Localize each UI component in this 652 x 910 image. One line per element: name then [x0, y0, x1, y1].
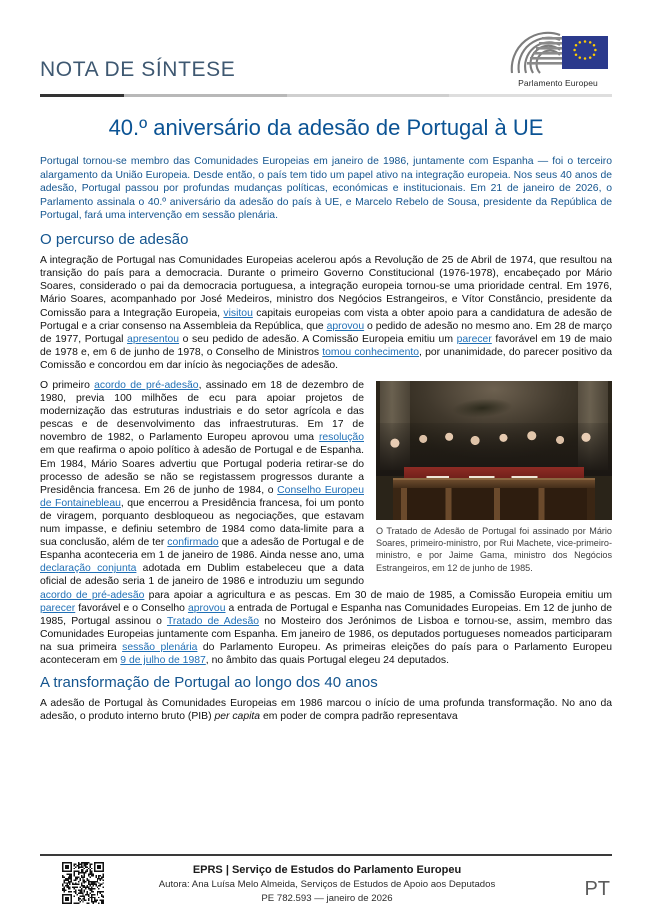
paragraph-p1	[40, 254, 612, 372]
section-heading-percurso: O percurso de adesão	[40, 231, 189, 249]
inline-link[interactable]: declaração conjunta	[40, 563, 137, 575]
figure-treaty-signing	[376, 381, 612, 574]
body-text: capitais europeias com vista a obter apoio para a candidatura de adesão de Portugal e a criar consenso na Assembleia da República, que	[40, 307, 612, 332]
inline-link[interactable]: resolução	[318, 432, 364, 444]
body-text: favorável e o Conselho	[75, 602, 188, 614]
masthead-title: NOTA DE SÍNTESE	[40, 58, 236, 81]
footer-divider	[40, 854, 612, 856]
divider-segment-light	[287, 94, 450, 97]
body-text: para apoiar a agricultura e as pescas. Em 30 de maio de 1985, a Comissão Europeia emitiu um	[144, 589, 612, 601]
footer-author: Autora: Ana Luísa Melo Almeida, Serviços de Estudos de Apoio aos Deputados	[158, 879, 496, 890]
ep-hemicycle-icon	[504, 31, 612, 75]
inline-link[interactable]: aprovou	[326, 320, 365, 332]
inline-link[interactable]: Conselho Europeu de Fontainebleau	[40, 484, 364, 509]
footer-inner	[40, 862, 612, 906]
body-text: do Parlamento Europeu. As primeiras eleições do país para o Parlamento Europeu aconteceram em	[40, 641, 612, 666]
body-text: , assinado em 18 de dezembro de 1980, previa 100 milhões de ecu para apoiar projetos de modernização das estruturas industriais e do setor agrícola e das pescas e de desenvolvimento das infraestruturas. Em 17 de novembro de 1982, o Parlamento Europeu aprovou uma	[40, 380, 364, 444]
divider-segment-mid	[124, 94, 287, 97]
header-divider	[40, 94, 612, 97]
section-heading-transformacao: A transformação de Portugal ao longo dos 40 anos	[40, 674, 378, 692]
inline-link[interactable]: parecer	[456, 333, 492, 345]
lead-paragraph: Portugal tornou-se membro das Comunidades Europeias em janeiro de 1986, juntamente com Espanha — foi o terceiro alargamento da União Europeia. Desde então, o país tem tido um papel ativo na integração europeia. Nos seus 40 anos de adesão, Portugal passou por profundas mudanças políticas, económicas e institucionais. Em 21 de janeiro de 2026, o Parlamento assinala o 40.º aniversário da adesão do país à UE, e Marcelo Rebelo de Sousa, presidente da República de Portugal, fará uma intervenção em sessão plenária.	[40, 156, 612, 222]
divider-segment-pale	[449, 94, 612, 97]
document-content	[40, 155, 612, 723]
body-text: O primeiro	[40, 380, 95, 392]
body-text: a entrada de Portugal e Espanha nas Comunidades Europeias. Em 12 de junho de 1985, Portugal assinou o	[40, 602, 613, 627]
body-text: o pedido de adesão no mesmo ano. Em 28 de março de 1977, Portugal	[40, 320, 612, 345]
ep-logo-caption: Parlamento Europeu	[518, 78, 598, 88]
inline-link[interactable]: parecer	[40, 602, 76, 614]
qr-code[interactable]	[62, 862, 104, 904]
body-text: , que encerrou a Presidência francesa, foi um ponto de viragem, porquanto desbloqueou as negociações, que estavam num impasse, e definiu setembro de 1984 como data-limite para a sua conclusão, além de ter	[40, 497, 364, 549]
language-badge: PT	[584, 878, 610, 900]
body-text: adotada em Dublim estabeleceu que a data oficial de adesão seria 1 de janeiro de 1986 e introduziu um segundo	[40, 563, 364, 588]
inline-link[interactable]: tomou conhecimento	[322, 346, 420, 358]
body-text: , por unanimidade, do parecer positivo da Comissão e concordou em dar início às negociações de adesão.	[40, 346, 612, 371]
inline-link[interactable]: Tratado de Adesão	[166, 615, 260, 627]
inline-link[interactable]: aprovou	[187, 602, 226, 614]
inline-link[interactable]: sessão plenária	[122, 641, 198, 653]
footer-title: EPRS | Serviço de Estudos do Parlamento Europeu	[192, 864, 462, 876]
inline-link[interactable]: acordo de pré-adesão	[94, 380, 199, 392]
page-footer	[40, 854, 612, 910]
body-text: o seu pedido de adesão. A Comissão Europeia emitiu um	[179, 333, 457, 345]
body-text: favorável em 19 de maio de 1978 e, em 6 de junho de 1978, o Conselho de Ministros	[40, 333, 612, 358]
inline-link[interactable]: apresentou	[127, 333, 180, 345]
paragraph-p3	[40, 697, 612, 723]
emphasis-text: per capita	[214, 710, 261, 722]
body-text: em poder de compra padrão representava	[260, 710, 458, 722]
footer-reference: PE 782.593 — janeiro de 2026	[261, 893, 393, 904]
body-text: no Mosteiro dos Jerónimos de Lisboa e tornou-se, assim, membro das Comunidades Europeias juntamente com Espanha. Em janeiro de 1986, os deputados portugueses nomeados participaram na sua primeira	[40, 615, 613, 653]
divider-segment-dark	[40, 94, 124, 97]
treaty-signing-photo	[376, 381, 612, 520]
figure-caption: O Tratado de Adesão de Portugal foi assinado por Mário Soares, primeiro-ministro, por Rui Machete, vice-primeiro-ministro, e por Jaime Gama, ministro dos Negócios Estrangeiros, em 12 de junho de 1985.	[376, 526, 612, 573]
european-parliament-logo	[504, 31, 612, 90]
page-title: 40.º aniversário da adesão de Portugal à UE	[108, 115, 544, 140]
body-text: A adesão de Portugal às Comunidades Europeias em 1986 marcou o início de uma profunda transformação. No ano da adesão, o produto interno bruto (PIB)	[40, 697, 612, 722]
body-text: , no âmbito das quais Portugal elegeu 24 deputados.	[205, 654, 449, 666]
photo-foliage	[436, 381, 529, 427]
body-text: A integração de Portugal nas Comunidades Europeias acelerou após a Revolução de 25 de Abril de 1974, que resultou na transição do país para a democracia. Durante o primeiro Governo Constitucional (1976-1978), encabeçado por Mário Soares, considerado o pai da democracia portuguesa, a integração europeia tornou-se uma prioridade central. Em 1976, Mário Soares, acompanhado por José Medeiros, ministro dos Negócios Estrangeiros, e Vítor Constâncio, presidente da Comissão para a Integração Europeia,	[40, 255, 612, 319]
photo-table-legs	[393, 488, 596, 520]
ep-logo-mark	[504, 31, 612, 75]
masthead	[40, 0, 612, 90]
body-text: que a adesão de Portugal e de Espanha aconteceria em 1 de janeiro de 1986. Ainda nesse ano, uma	[40, 537, 364, 562]
inline-link[interactable]: visitou	[223, 307, 253, 319]
inline-link[interactable]: 9 de julho de 1987	[120, 654, 206, 666]
footer-text-block	[104, 862, 550, 906]
inline-link[interactable]: acordo de pré-adesão	[40, 589, 145, 601]
inline-link[interactable]: confirmado	[167, 537, 219, 549]
body-text: em que reafirma o apoio político à adesão de Portugal e de Espanha. Em 1984, Mário Soares advertiu que Portugal poderia retirar-se do processo de adesão se não se registassem progressos durante a Presidência francesa. Em 26 de junho de 1984, o	[40, 445, 364, 496]
